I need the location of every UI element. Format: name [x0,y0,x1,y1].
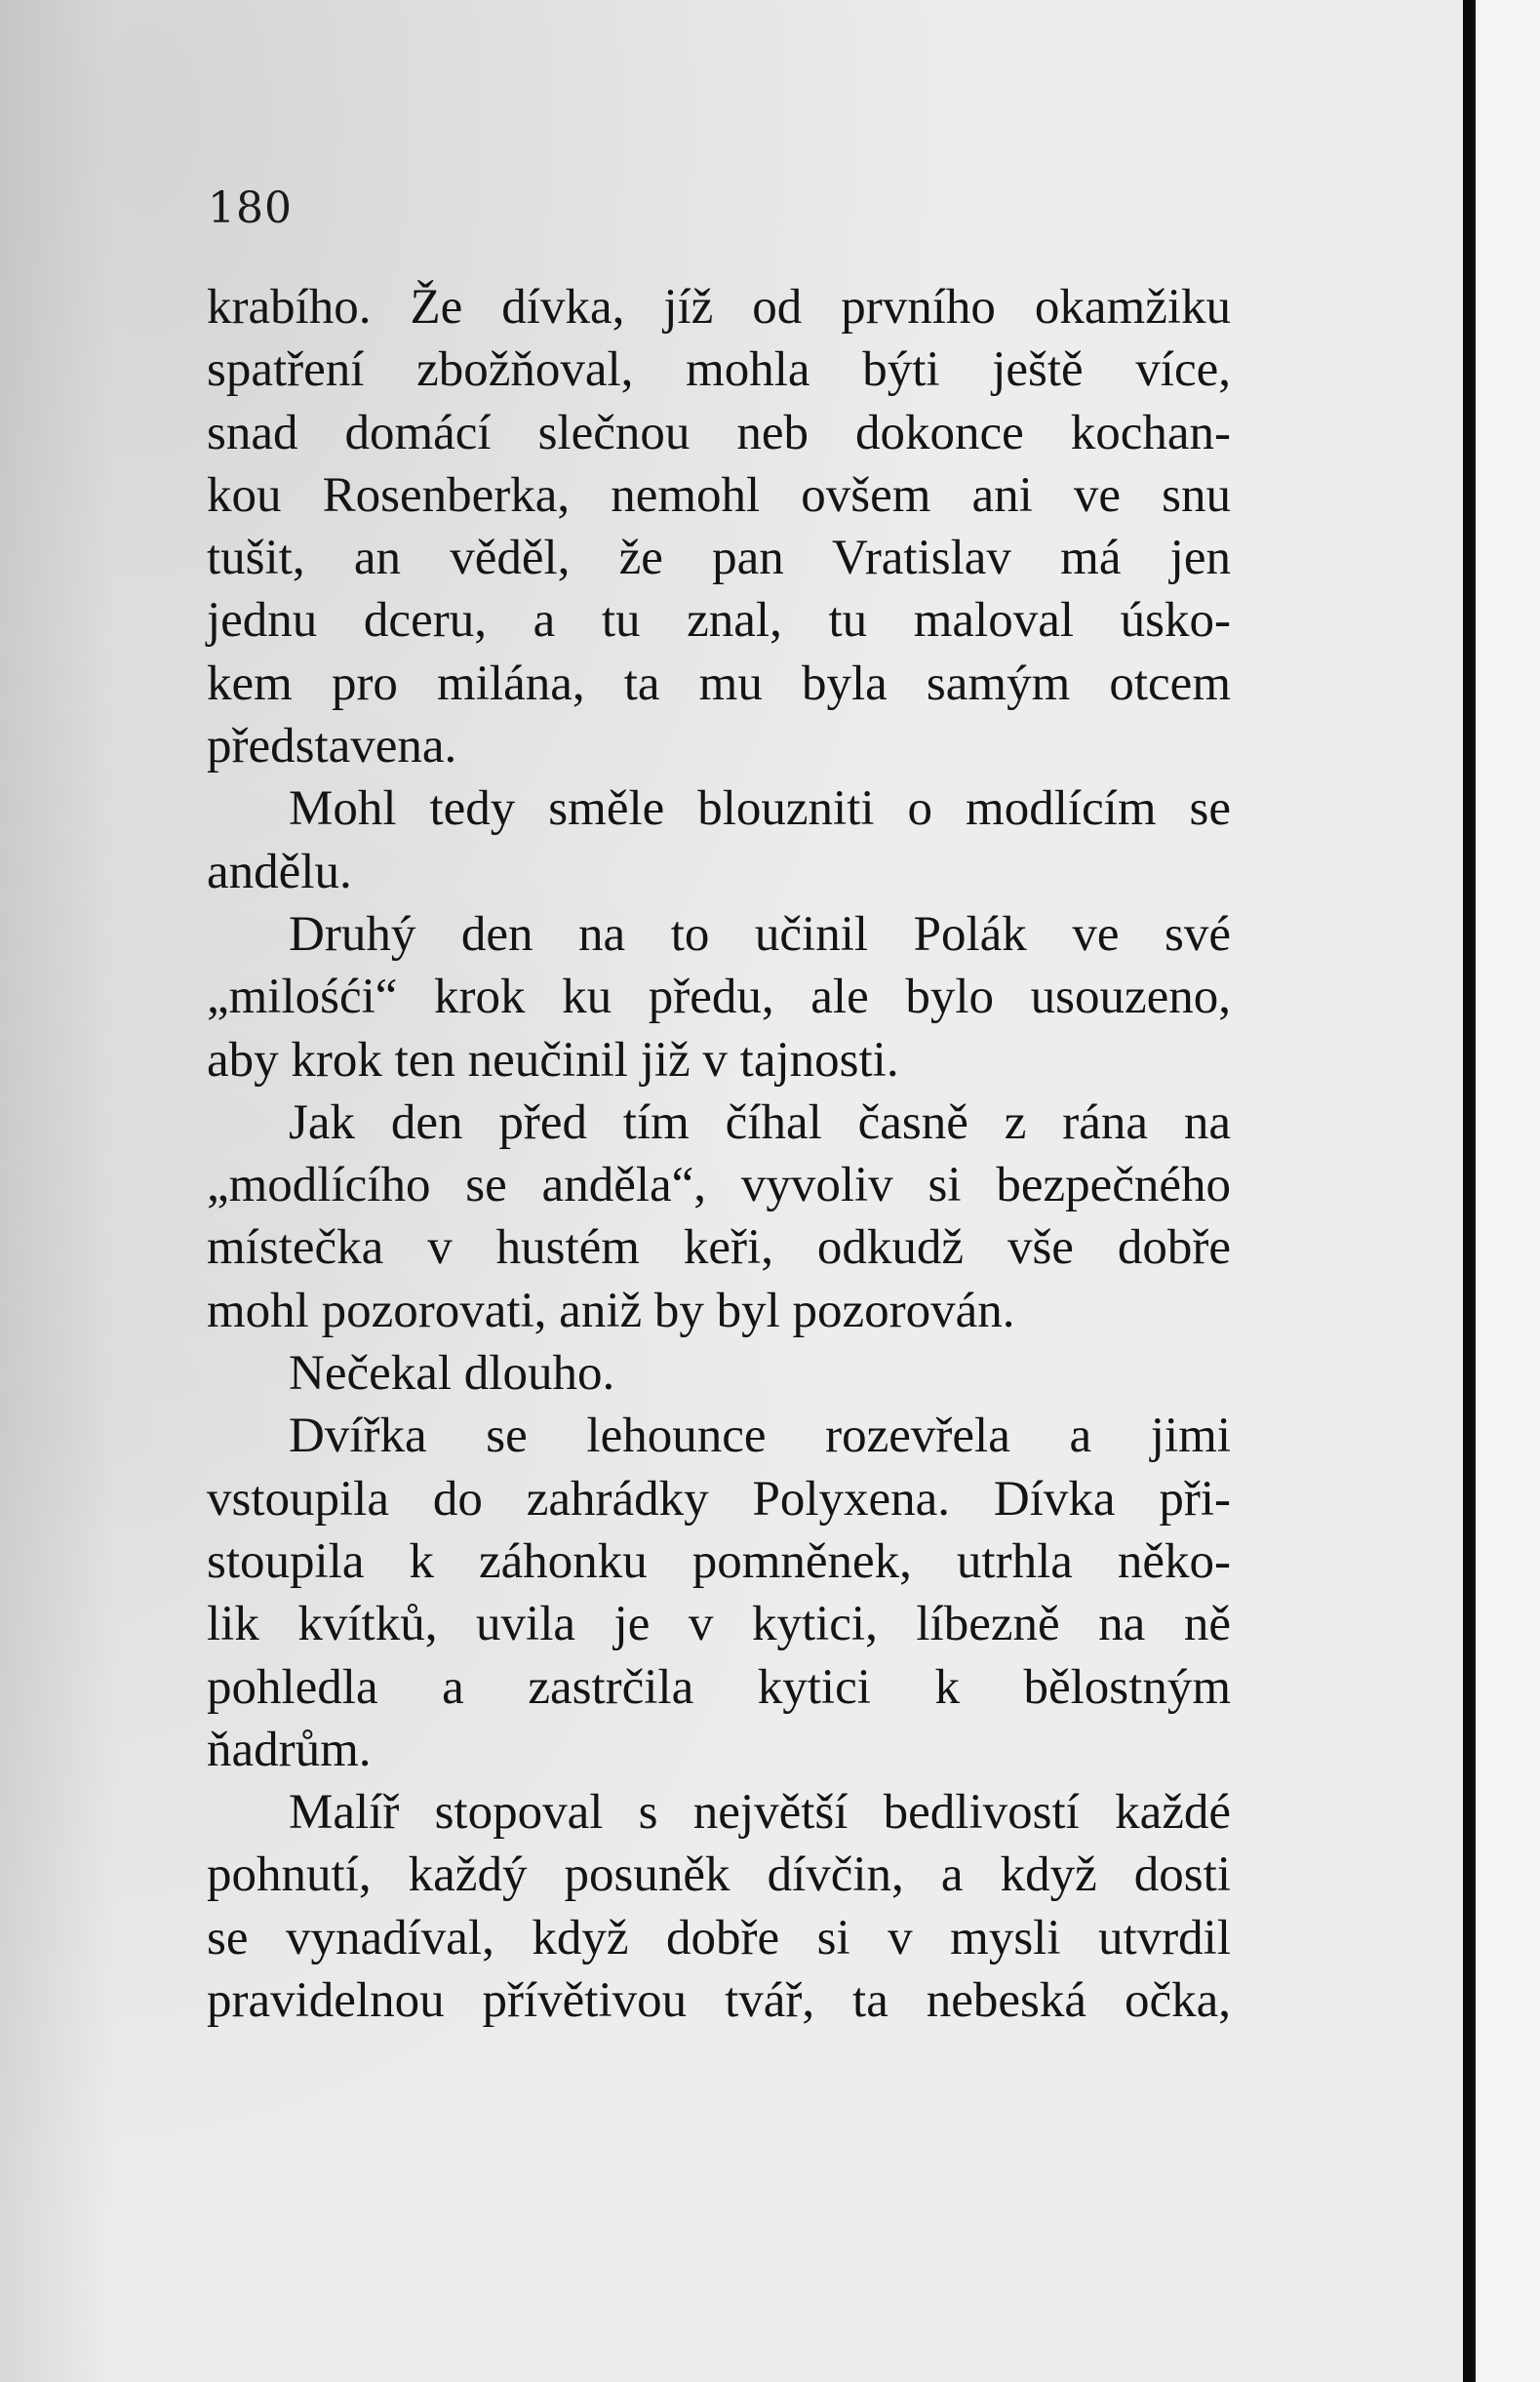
text-line: Dvířka se lehounce rozevřela a jimi [289,1409,1231,1464]
text-line: kem pro milána, ta mu byla samým otcem [207,655,1231,711]
next-page-edge [1473,0,1540,2382]
text-line: Druhý den na to učinil Polák ve své [289,906,1231,962]
text-line: krabího. Že dívka, jíž od prvního okamžiku [207,280,1231,335]
text-line: kou Rosenberka, nemohl ovšem ani ve snu [207,467,1231,523]
text-line: pravidelnou přívětivou tvář, ta nebeská očka, [207,1973,1231,2029]
text-line: snad domácí slečnou neb dokonce kochan- [207,405,1231,460]
text-line: spatření zbožňoval, mohla býti ještě více, [207,342,1231,398]
text-line: tušit, an věděl, že pan Vratislav má jen [207,531,1231,586]
page-number: 180 [208,183,293,233]
text-line: Jak den před tím číhal časně z rána na [289,1094,1231,1150]
text-line: vstoupila do zahrádky Polyxena. Dívka při- [207,1471,1231,1527]
text-line: se vynadíval, když dobře si v mysli utvrdil [207,1910,1231,1965]
text-line: „milośći“ krok ku předu, ale bylo usouzeno, [207,970,1231,1025]
text-line: aby krok ten neučinil již v tajnosti. [207,1032,899,1088]
text-line: „modlícího se anděla“, vyvoliv si bezpečného [207,1158,1231,1213]
text-line: ňadrům. [207,1722,372,1777]
text-line: jednu dceru, a tu znal, tu maloval úsko- [207,593,1231,649]
text-line: stoupila k záhonku pomněnek, utrhla něko- [207,1533,1231,1589]
text-line: Malíř stopoval s největší bedlivostí každé [289,1785,1231,1841]
text-line: andělu. [207,844,352,899]
text-line: Mohl tedy směle blouzniti o modlícím se [289,781,1231,837]
text-line: mohl pozorovati, aniž by byl pozorován. [207,1283,1015,1338]
text-line: lik kvítků, uvila je v kytici, líbezně na ně [207,1597,1231,1652]
text-line: představena. [207,719,457,774]
text-line: pohledla a zastrčila kytici k bělostným [207,1659,1231,1715]
text-line: místečka v hustém keři, odkudž vše dobře [207,1220,1231,1276]
text-line: pohnutí, každý posuněk dívčin, a když dosti [207,1847,1231,1903]
book-gutter [1463,0,1473,2382]
text-line: Nečekal dlouho. [289,1346,615,1402]
body-text [207,276,1231,2032]
